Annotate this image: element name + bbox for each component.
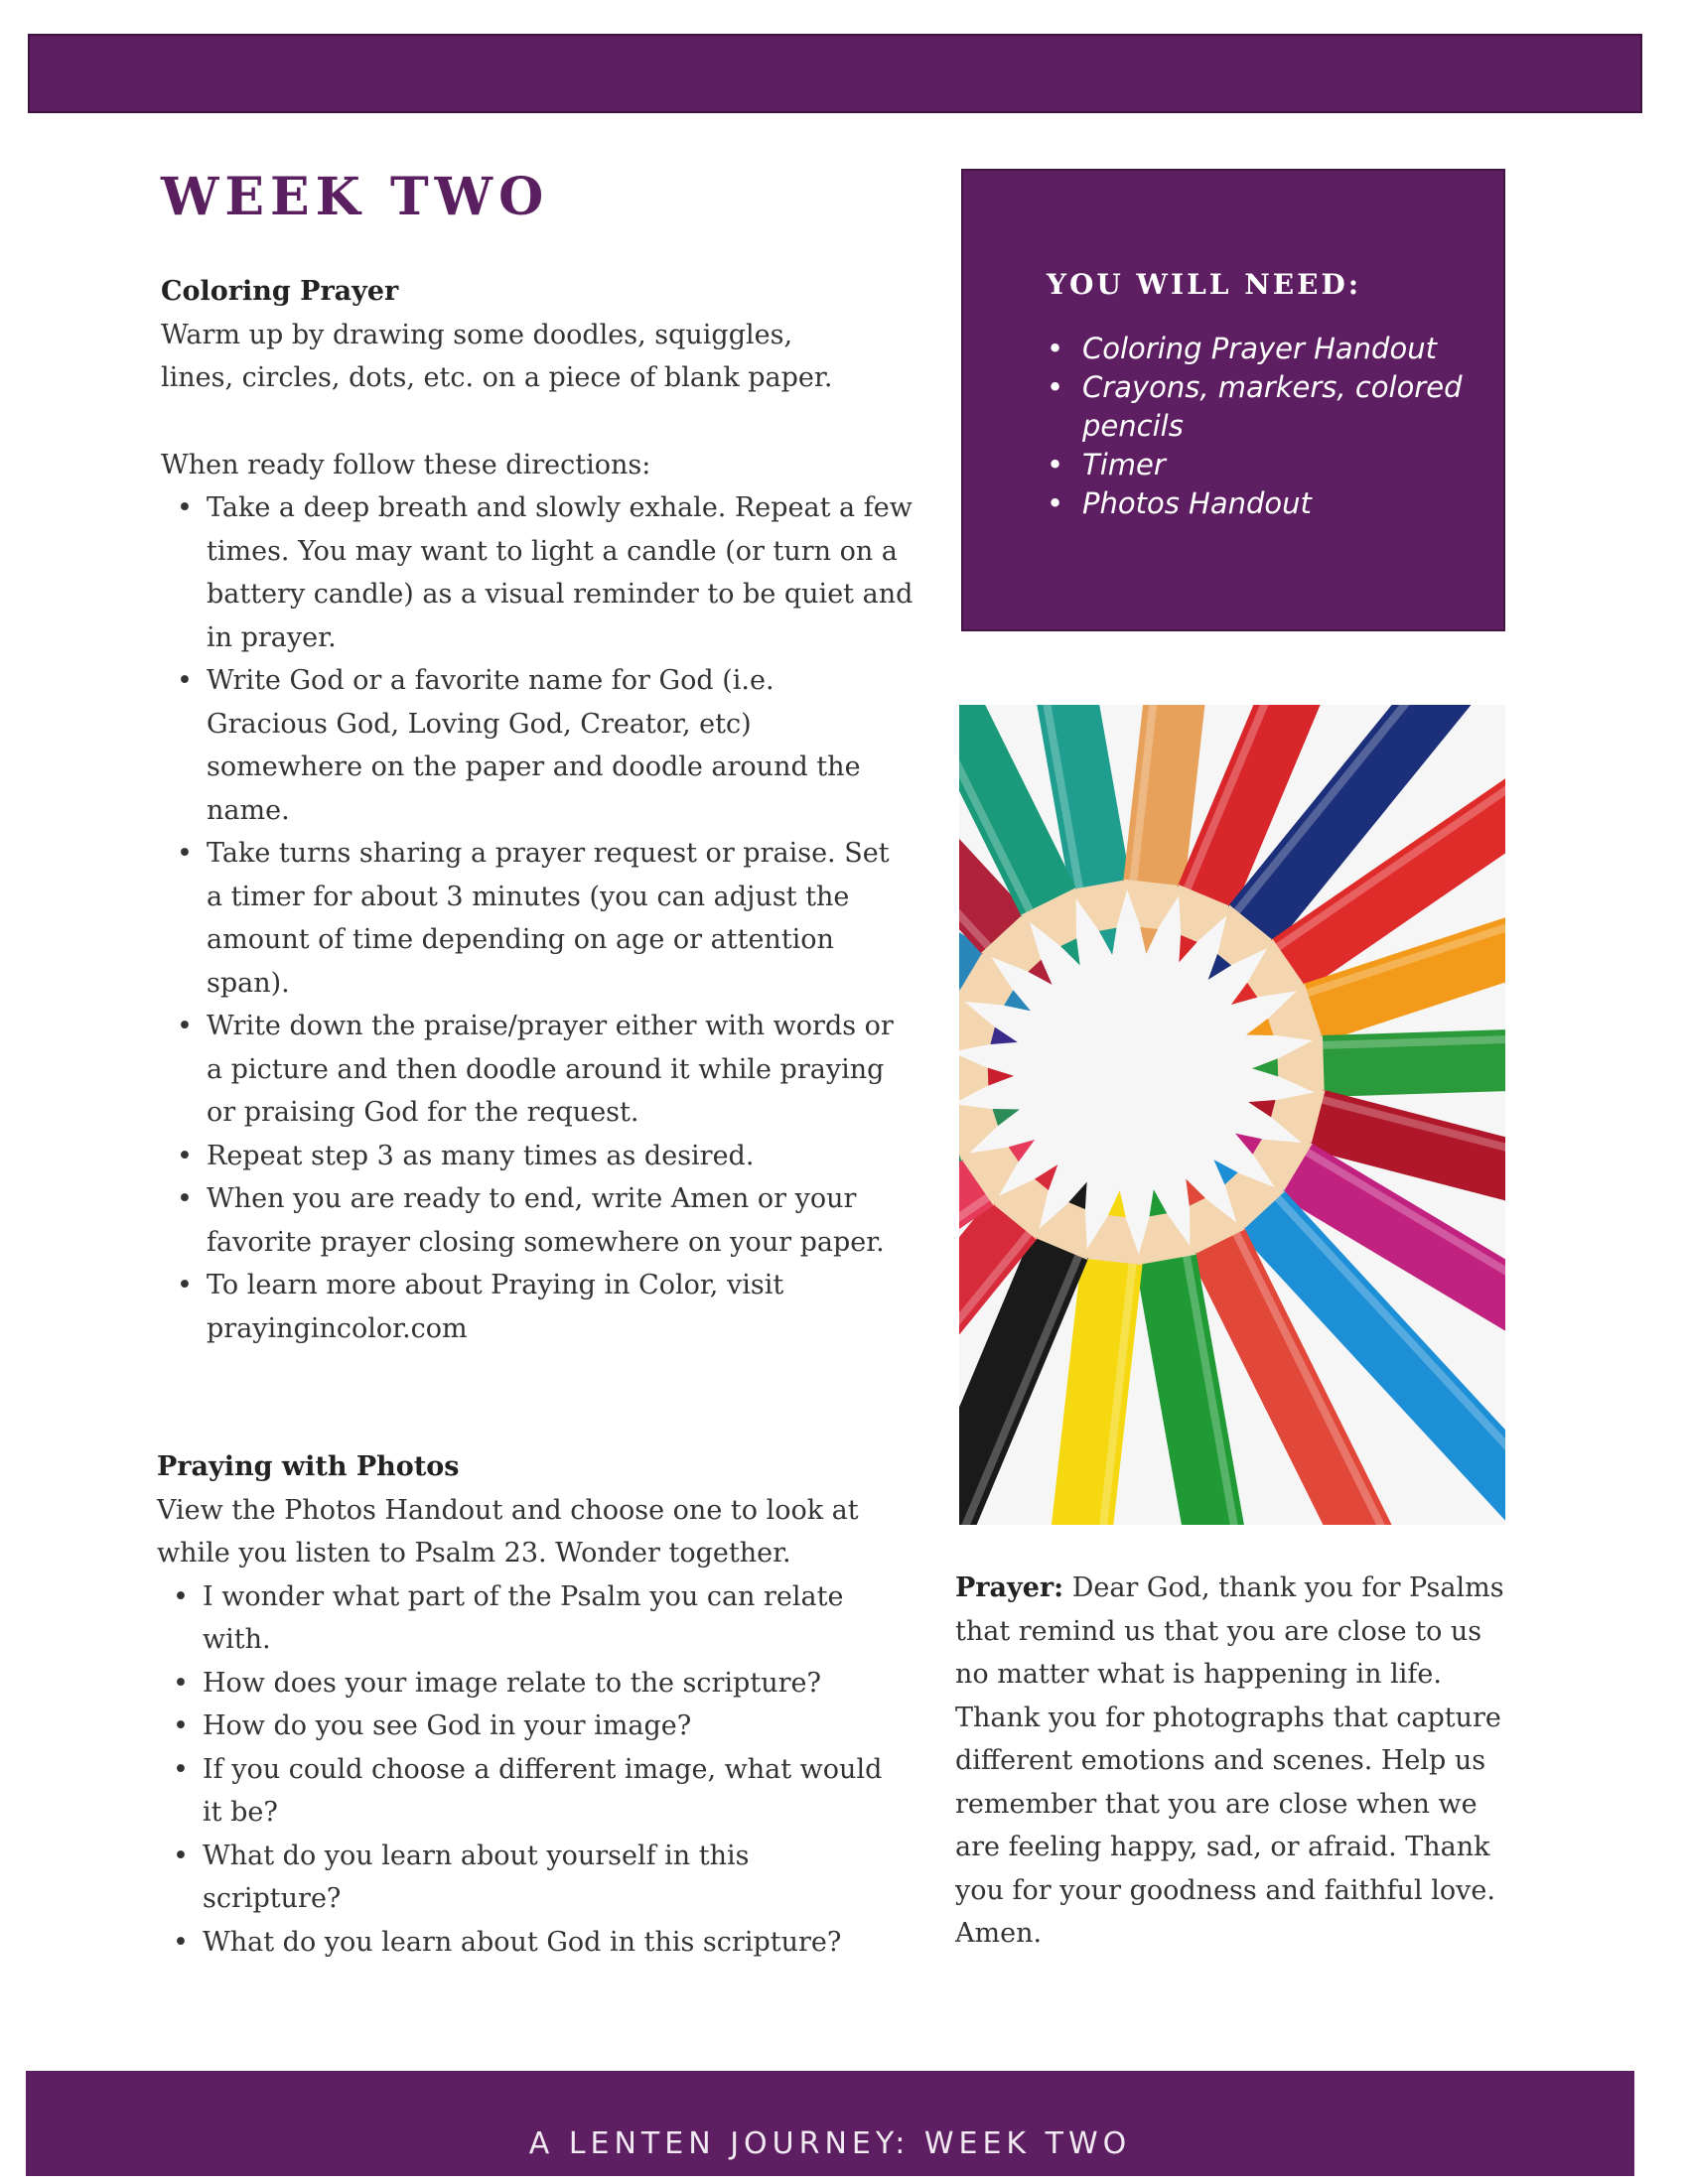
list-item: • To learn more about Praying in Color, visit prayingincolor.com — [161, 1264, 842, 1350]
list-item: • What do you learn about God in this scripture? — [157, 1921, 931, 1965]
list-item: • What do you learn about yourself in this scripture? — [157, 1835, 878, 1921]
coloring-prayer-heading: Coloring Prayer — [161, 276, 399, 307]
prayer-label: Prayer: — [955, 1572, 1064, 1603]
list-item: • Timer — [1047, 446, 1483, 484]
coloring-prayer-intro: Warm up by drawing some doodles, squiggles, lines, circles, dots, etc. on a piece of blank paper. — [161, 319, 833, 393]
praying-with-photos-section — [157, 1445, 912, 1964]
list-item: • Coloring Prayer Handout — [1047, 330, 1483, 368]
prayer-text: Dear God, thank you for Psalms that remind us that you are close to us no matter what is happening in life. Thank you for photographs that capture different emotions and scenes. Help us remember that you are close when we are feeling happy, sad, or afraid. Thank you for your goodness and faithful love. Amen. — [955, 1572, 1504, 1949]
footer-text: A LENTEN JOURNEY: WEEK TWO — [528, 2126, 1132, 2161]
list-item: • I wonder what part of the Psalm you can relate with. — [157, 1575, 917, 1662]
header-bar — [28, 34, 1642, 113]
you-will-need-box — [961, 169, 1505, 631]
prayer-block — [955, 1567, 1511, 1956]
list-item: • How do you see God in your image? — [157, 1705, 931, 1748]
wonder-questions-list — [157, 1575, 931, 1965]
list-item: • Repeat step 3 as many times as desired. — [161, 1135, 935, 1178]
supplies-list — [1047, 330, 1483, 523]
praying-with-photos-intro: View the Photos Handout and choose one to look at while you listen to Psalm 23. Wonder together. — [157, 1494, 859, 1569]
list-item: • Write down the praise/prayer either with words or a picture and then doodle around it while praying or praising God for the request. — [161, 1005, 902, 1135]
directions-intro: When ready follow these directions: — [161, 449, 651, 480]
list-item: • Crayons, markers, colored pencils — [1047, 368, 1483, 446]
list-item: • Photos Handout — [1047, 484, 1483, 523]
list-item: • When you are ready to end, write Amen or your favorite prayer closing somewhere on your paper. — [161, 1177, 931, 1264]
list-item: • Write God or a favorite name for God (i.e. Gracious God, Loving God, Creator, etc) somewhere on the paper and doodle around the name. — [161, 659, 882, 832]
colored-pencils-illustration — [959, 705, 1505, 1525]
page-title: WEEK TWO — [161, 167, 550, 227]
list-item: • How does your image relate to the scripture? — [157, 1662, 931, 1706]
footer-bar — [26, 2071, 1634, 2176]
praying-with-photos-heading: Praying with Photos — [157, 1451, 460, 1482]
directions-list — [161, 486, 935, 1350]
list-item: • Take a deep breath and slowly exhale. Repeat a few times. You may want to light a candle (or turn on a battery candle) as a visual reminder to be quiet and in prayer. — [161, 486, 935, 659]
coloring-prayer-section — [161, 270, 915, 1350]
list-item: • Take turns sharing a prayer request or praise. Set a timer for about 3 minutes (you can adjust the amount of time depending on age or attention span). — [161, 832, 902, 1005]
colored-pencils-photo — [959, 705, 1505, 1525]
you-will-need-title: YOU WILL NEED: — [1047, 268, 1362, 301]
list-item: • If you could choose a different image, what would it be? — [157, 1748, 898, 1835]
